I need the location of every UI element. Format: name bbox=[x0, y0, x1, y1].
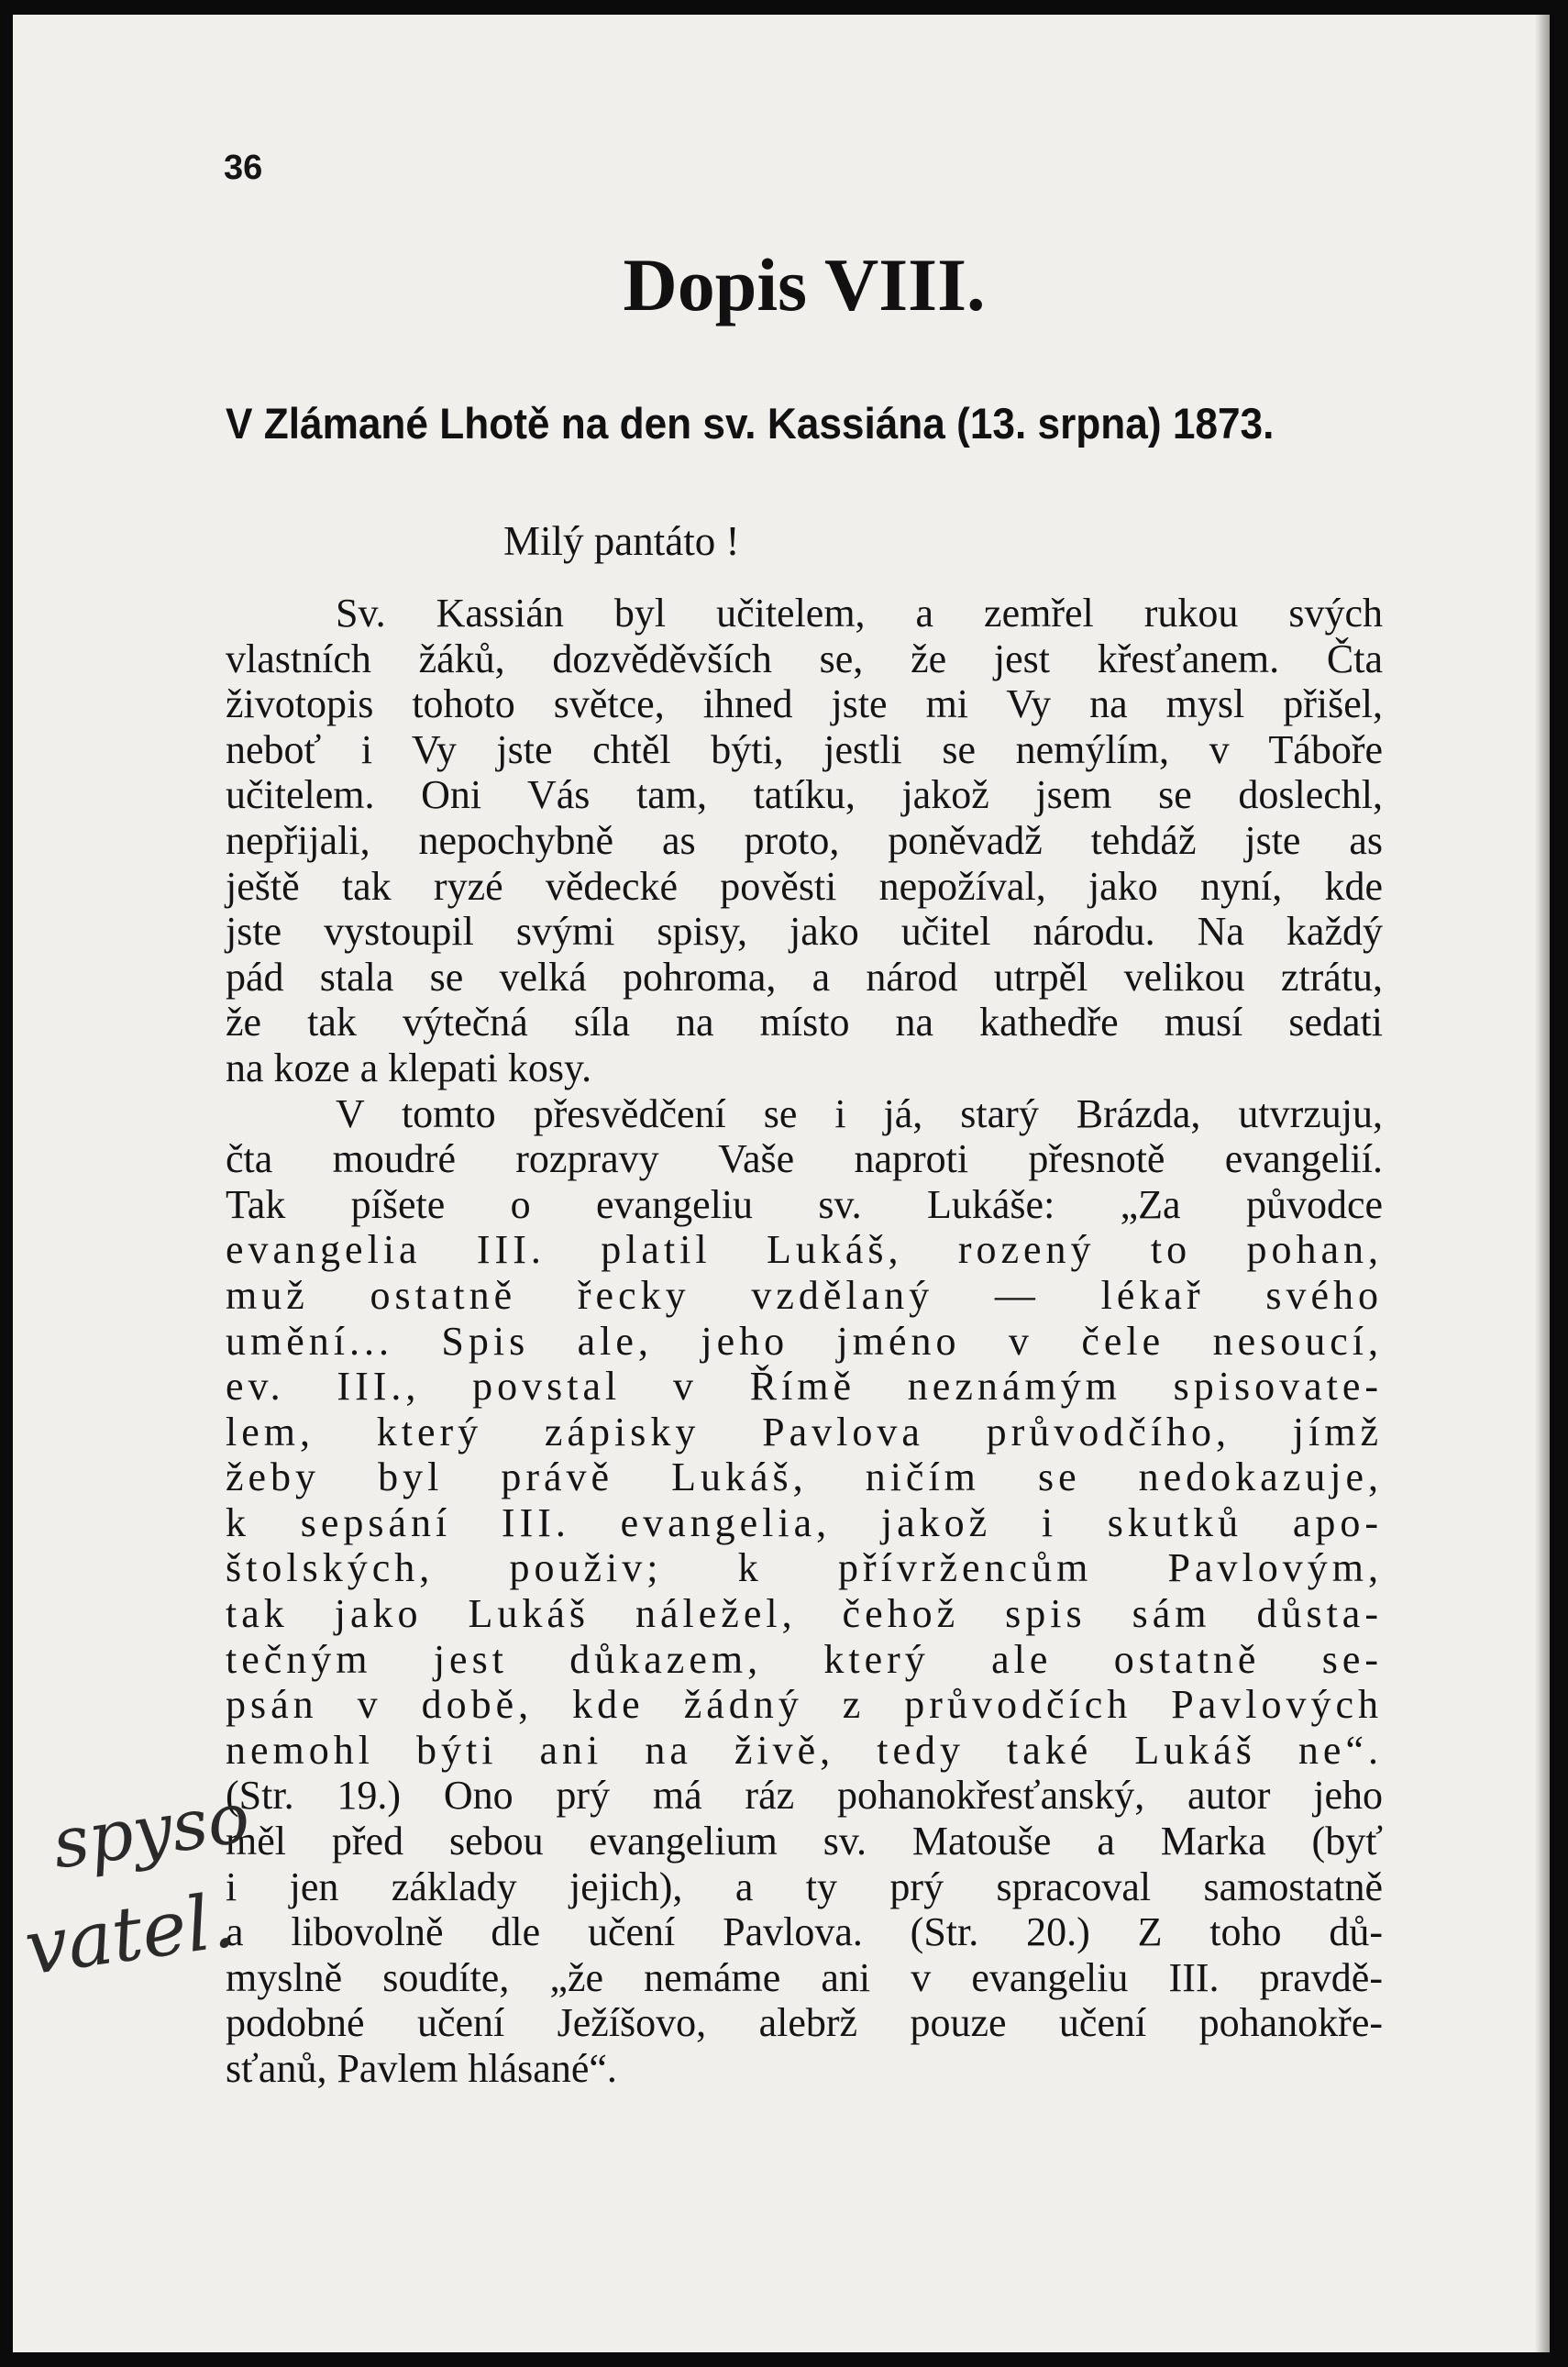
text-line: V tomto přesvědčení se i já, starý Brázda, utvrzuju, bbox=[336, 1090, 1383, 1136]
letter-title: Dopis VIII. bbox=[623, 243, 986, 326]
text-line: jste vystoupil svými spisy, jako učitel národu. Na každý bbox=[226, 909, 1383, 955]
text-line: životopis tohoto světce, ihned jste mi Vy na mysl přišel, bbox=[226, 681, 1383, 727]
text-line: evangelia III. platil Lukáš, rozený to pohan, bbox=[226, 1227, 1383, 1273]
text-line: na koze a klepati kosy. bbox=[226, 1045, 592, 1090]
text-line: neboť i Vy jste chtěl býti, jestli se nemýlím, v Táboře bbox=[226, 726, 1383, 772]
text-line: nemohl býti ani na živě, tedy také Lukáš ne“. bbox=[226, 1727, 1383, 1773]
text-line: Sv. Kassián byl učitelem, a zemřel rukou svých bbox=[336, 591, 1383, 636]
text-line: k sepsání III. evangelia, jakož i skutků apo- bbox=[226, 1499, 1383, 1545]
text-line: nepřijali, nepochybně as proto, poněvadž tehdáž jste as bbox=[226, 817, 1383, 863]
text-line: žeby byl právě Lukáš, ničím se nedokazuje, bbox=[226, 1454, 1383, 1500]
text-line: tak jako Lukáš náležel, čehož spis sám důsta- bbox=[226, 1591, 1383, 1637]
text-line: lem, který zápisky Pavlova průvodčího, jímž bbox=[226, 1409, 1383, 1454]
text-line: učitelem. Oni Vás tam, tatíku, jakož jsem se doslechl, bbox=[226, 772, 1383, 818]
text-line: muž ostatně řecky vzdělaný — lékař svého bbox=[226, 1272, 1383, 1318]
dateline: V Zlámané Lhotě na den sv. Kassiána (13. srpna) 1873. bbox=[226, 399, 1275, 448]
handwritten-margin-note: vatel. bbox=[19, 1876, 240, 1993]
text-line: že tak výtečná síla na místo na kathedře musí sedati bbox=[226, 1000, 1383, 1045]
letter-body bbox=[226, 591, 1383, 2092]
text-line: i jen základy jejich), a ty prý spracoval samostatně bbox=[226, 1864, 1383, 1909]
text-line: Tak píšete o evangeliu sv. Lukáše: „Za původce bbox=[226, 1181, 1383, 1227]
text-line: (Str. 19.) Ono prý má ráz pohanokřesťanský, autor jeho bbox=[226, 1773, 1383, 1819]
text-line: vlastních žáků, dozvěděvších se, že jest křesťanem. Čta bbox=[226, 636, 1383, 681]
text-line: a libovolně dle učení Pavlova. (Str. 20.) Z toho dů- bbox=[226, 1909, 1383, 1955]
handwritten-margin-note: spyso bbox=[47, 1775, 255, 1885]
page-number: 36 bbox=[224, 149, 263, 187]
text-line: ještě tak ryzé vědecké pověsti nepožíval, jako nyní, kde bbox=[226, 863, 1383, 909]
text-line: sťanů, Pavlem hlásané“. bbox=[226, 2046, 617, 2091]
book-page bbox=[13, 15, 1550, 2352]
text-line: psán v době, kde žádný z průvodčích Pavlových bbox=[226, 1682, 1383, 1728]
text-line: podobné učení Ježíšovo, alebrž pouze učení pohanokře- bbox=[226, 2000, 1383, 2046]
text-line: umění... Spis ale, jeho jméno v čele nesoucí, bbox=[226, 1318, 1383, 1364]
text-line: myslně soudíte, „že nemáme ani v evangeliu III. pravdě- bbox=[226, 1954, 1383, 2000]
text-line: ev. III., povstal v Římě neznámým spisovate- bbox=[226, 1364, 1383, 1410]
salutation: Milý pantáto ! bbox=[503, 518, 740, 564]
text-line: štolských, použiv; k přívržencům Pavlovým, bbox=[226, 1545, 1383, 1591]
text-line: pád stala se velká pohroma, a národ utrpěl velikou ztrátu, bbox=[226, 954, 1383, 1000]
text-line: měl před sebou evangelium sv. Matouše a Marka (byť bbox=[226, 1819, 1383, 1864]
text-line: tečným jest důkazem, který ale ostatně se- bbox=[226, 1636, 1383, 1682]
text-line: čta moudré rozpravy Vaše naproti přesnotě evangelií. bbox=[226, 1136, 1383, 1182]
